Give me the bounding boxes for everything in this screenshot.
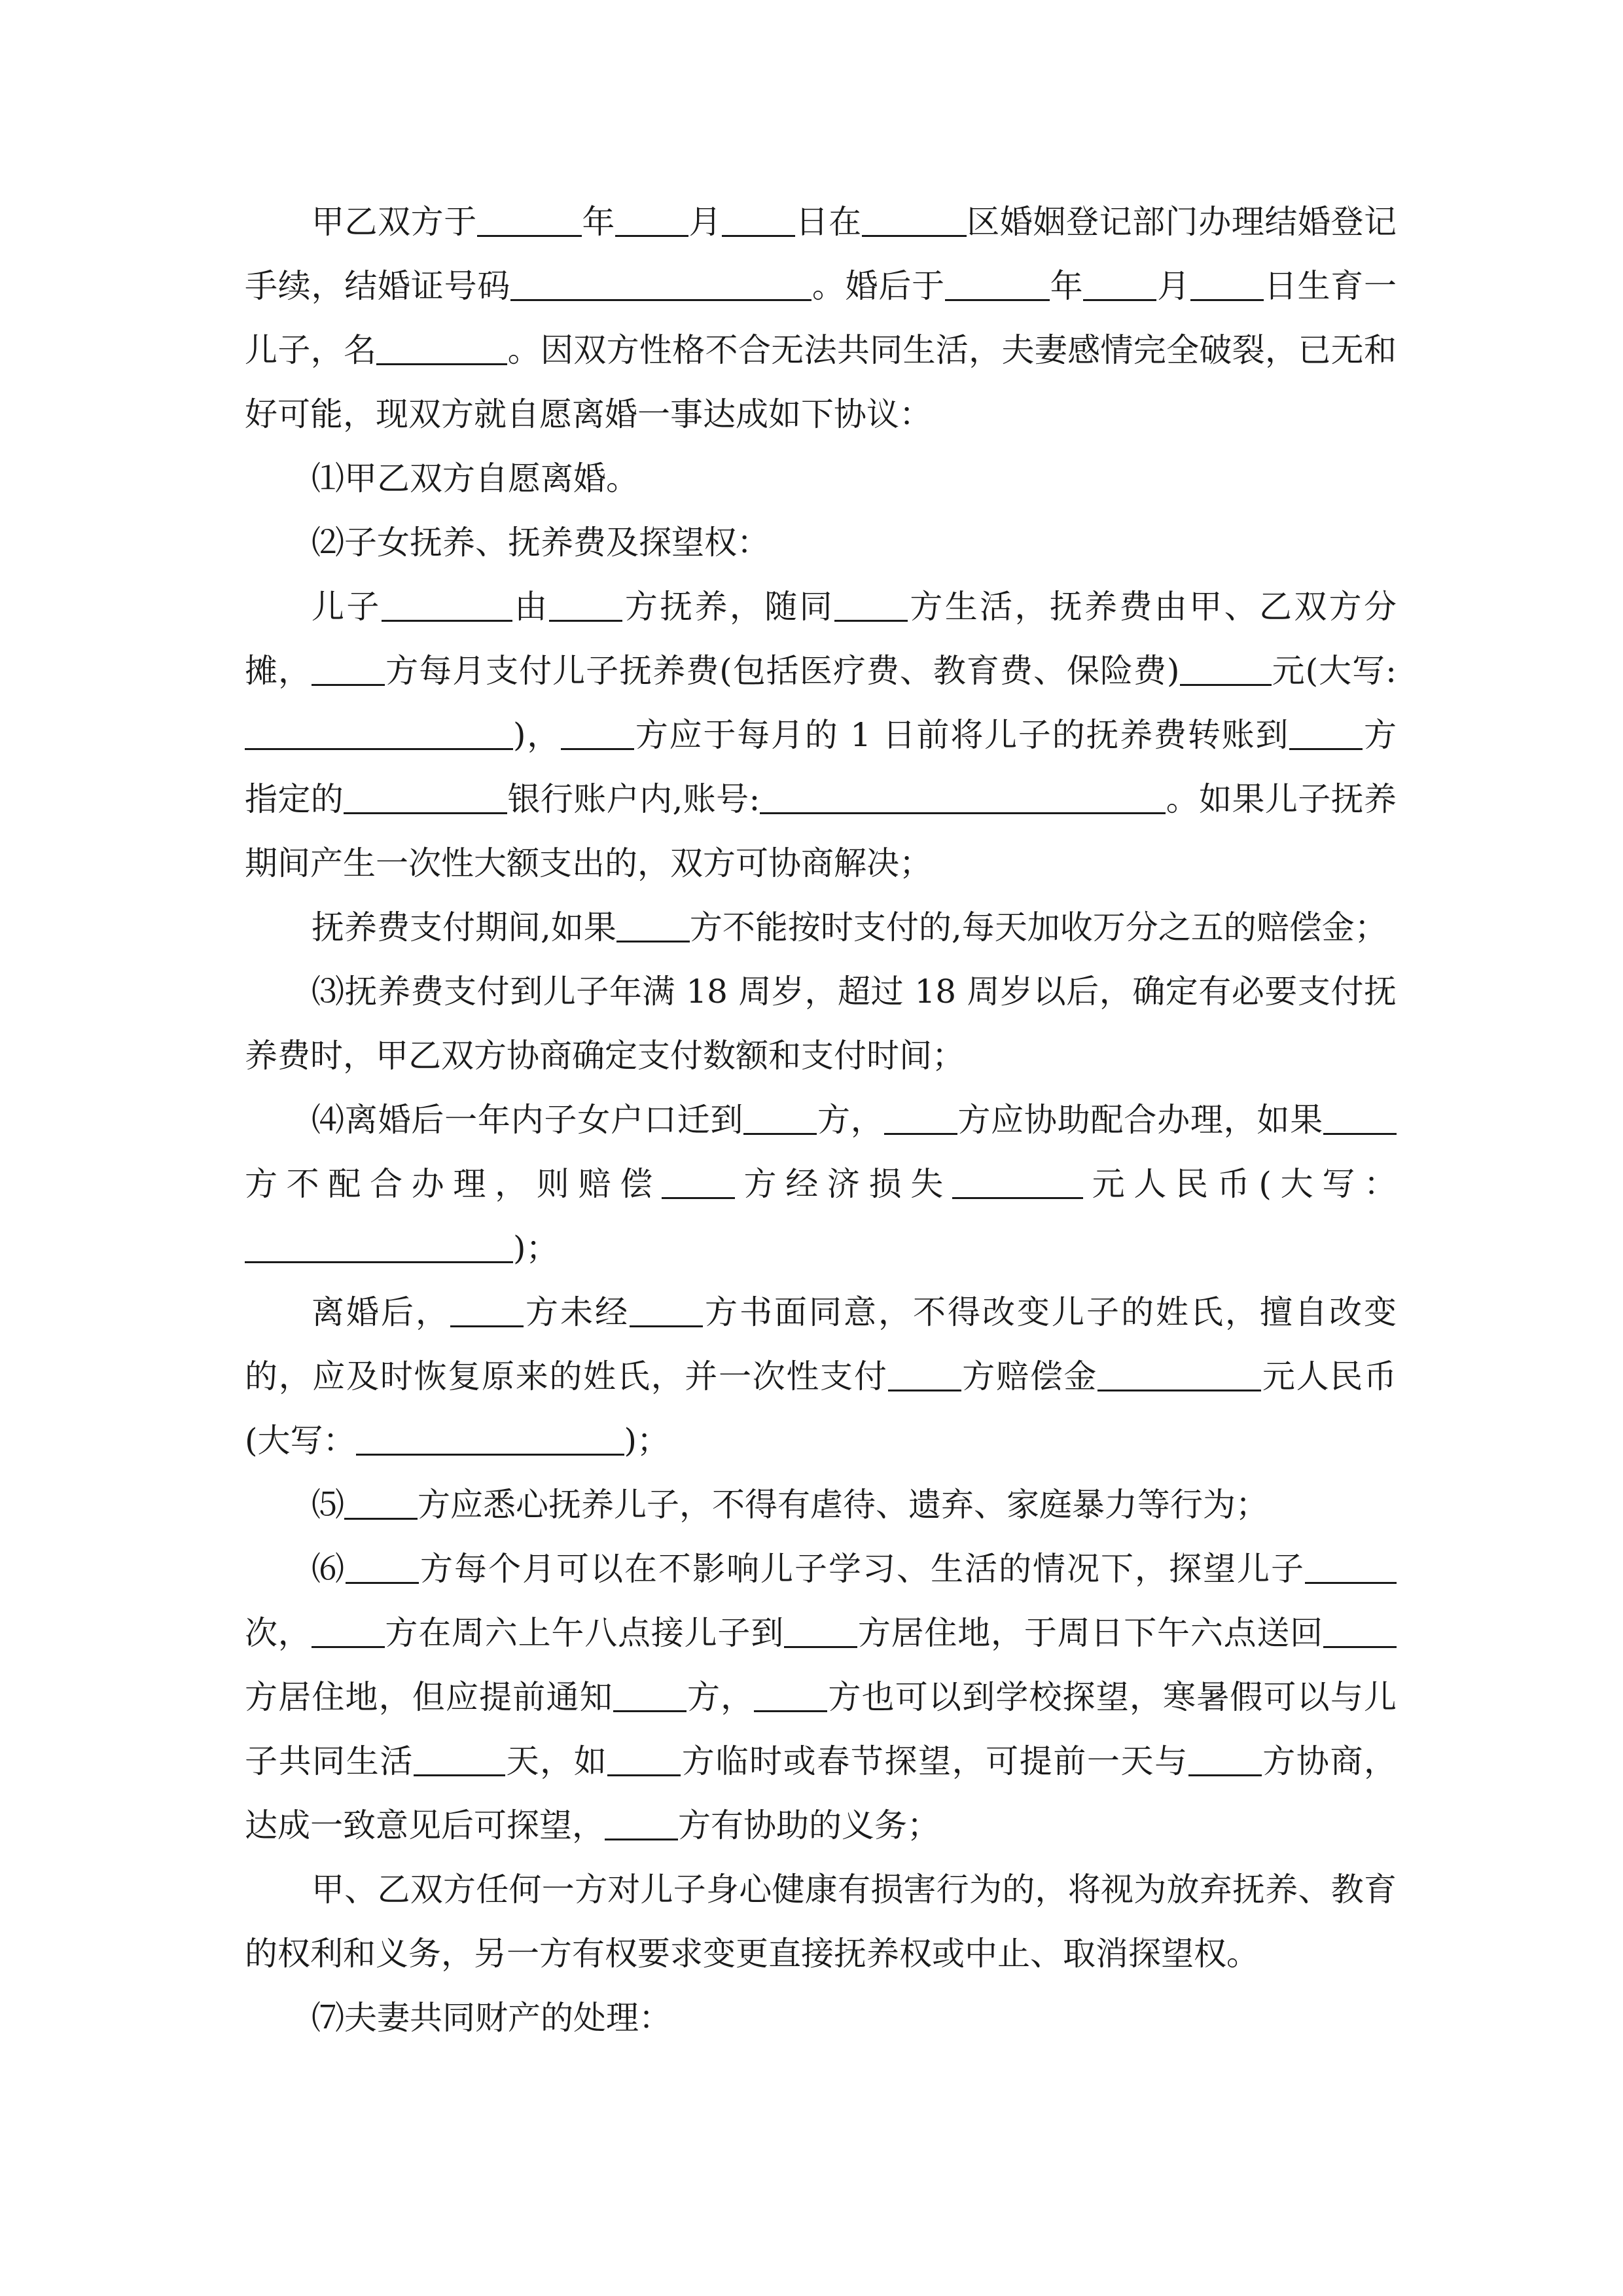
- blank-line: [834, 587, 908, 622]
- blank-line: [376, 331, 507, 365]
- blank-line: [952, 1164, 1083, 1199]
- clause-4-household-registration: [245, 1088, 1397, 1280]
- text: 方赔偿金: [961, 1357, 1098, 1395]
- blank-line: [312, 651, 385, 686]
- text: 方，: [817, 1101, 884, 1139]
- clause-1: ⑴甲乙双方自愿离婚。: [312, 459, 639, 497]
- blank-line: [662, 1164, 735, 1199]
- text: 方书面同意，不得改变儿子的姓氏，擅自改变的，应及时恢复原来的姓氏，并一次性支付: [245, 1293, 1397, 1395]
- text: 方经济损失: [734, 1165, 952, 1203]
- blank-line: [615, 202, 688, 237]
- blank-line: [356, 1421, 624, 1456]
- text: 天，如: [505, 1742, 608, 1780]
- blank-line: [1305, 1549, 1397, 1584]
- text: 儿子: [312, 588, 382, 626]
- blank-line: [382, 587, 512, 622]
- text: 方生活，抚养费由甲、乙双方分摊，: [245, 588, 1397, 690]
- text: ⑷离婚后一年内子女户口迁到: [312, 1101, 744, 1139]
- text: 方应协助配合办理，如果: [957, 1101, 1324, 1139]
- blank-line: [561, 715, 634, 750]
- blank-line: [414, 1742, 505, 1776]
- text: 由: [512, 588, 550, 626]
- clause-3: ⑶抚养费支付到儿子年满 18 周岁，超过 18 周岁以后，确定有必要支付抚养费时，甲乙双方协商确定支付数额和支付时间；: [245, 973, 1397, 1075]
- blank-line: [1180, 651, 1272, 686]
- text: )；: [513, 1229, 559, 1267]
- text: 方居住地，于周日下午六点送回: [857, 1614, 1324, 1652]
- text: 方在周六上午八点接儿子到: [384, 1614, 785, 1652]
- paragraph-forfeiture: 甲、乙双方任何一方对儿子身心健康有损害行为的，将视为放弃抚养、教育的权利和义务，另一方有权要求变更直接抚养权或中止、取消探望权。: [245, 1871, 1397, 1973]
- blank-line: [346, 1549, 419, 1584]
- text: 银行账户内,账号:: [507, 780, 760, 818]
- clause-2-heading: ⑵子女抚养、抚养费及探望权：: [312, 524, 770, 562]
- blank-line: [613, 1677, 687, 1712]
- text: 次，: [245, 1614, 312, 1652]
- text: 元(大写:: [1271, 652, 1397, 690]
- blank-line: [245, 715, 513, 750]
- blank-line: [862, 202, 967, 237]
- text: 方应于每月的 1 日前将儿子的抚养费转账到: [634, 716, 1290, 754]
- text: 抚养费支付期间,如果: [312, 908, 616, 946]
- text: 方应悉心抚养儿子，不得有虐待、遗弃、家庭暴力等行为；: [418, 1486, 1268, 1524]
- text: 离婚后，: [312, 1293, 450, 1331]
- blank-line: [605, 1806, 678, 1840]
- text: 月: [688, 203, 722, 241]
- text: 日在: [795, 203, 862, 241]
- text: 方临时或春节探望，可提前一天与: [681, 1742, 1188, 1780]
- text: 甲乙双方于: [312, 203, 477, 241]
- text: 。婚后于: [812, 267, 945, 305]
- text: 方每月支付儿子抚养费(包括医疗费、教育费、保险费): [385, 652, 1180, 690]
- paragraph-surname: [245, 1280, 1397, 1473]
- text: 方居住地，但应提前通知: [245, 1678, 613, 1716]
- text: 方也可以到学校探望，寒暑假可以与儿子共同生活: [245, 1678, 1397, 1780]
- text: )，: [513, 716, 562, 754]
- text: 方不能按时支付的,每天加收万分之五的赔偿金；: [689, 908, 1387, 946]
- blank-line: [344, 1485, 418, 1520]
- clause-5: [245, 1473, 1397, 1537]
- blank-line: [784, 1613, 857, 1648]
- blank-line: [510, 266, 812, 301]
- blank-line: [884, 1100, 957, 1135]
- blank-line: [888, 1357, 961, 1391]
- text: 方有协助的义务；: [678, 1806, 940, 1844]
- blank-line: [945, 266, 1050, 301]
- blank-line: [245, 1229, 513, 1263]
- blank-line: [1323, 1100, 1397, 1135]
- blank-line: [477, 202, 582, 237]
- text: 日生育一儿子，名: [245, 267, 1397, 369]
- text: 。因双方性格不合无法共同生活，夫妻感情完全破裂，已无和好可能，现双方就自愿离婚一事达成如下协议：: [245, 331, 1397, 433]
- blank-line: [1083, 266, 1156, 301]
- blank-line: [1323, 1613, 1397, 1648]
- blank-line: [549, 587, 622, 622]
- text: 方不配合办理，则赔偿: [245, 1165, 662, 1203]
- text: 元人民币(大写：: [1083, 1165, 1397, 1203]
- blank-line: [616, 908, 690, 942]
- blank-line: [450, 1293, 524, 1327]
- blank-line: [754, 1677, 827, 1712]
- blank-line: [1190, 266, 1264, 301]
- clause-7-heading: ⑺夫妻共同财产的处理：: [312, 1999, 671, 2037]
- blank-line: [630, 1293, 703, 1327]
- blank-line: [1289, 715, 1363, 750]
- text: )；: [624, 1422, 670, 1460]
- text: 月: [1156, 267, 1190, 305]
- text: 。如果儿子抚养期间产生一次性大额支出的，双方可协商解决；: [245, 780, 1397, 882]
- paragraph-late-payment: [245, 895, 1397, 960]
- blank-line: [344, 780, 507, 814]
- text: ⑸: [312, 1486, 344, 1524]
- blank-line: [607, 1742, 681, 1776]
- paragraph-child-custody: [245, 575, 1397, 895]
- blank-line: [1188, 1742, 1262, 1776]
- text: 方指定的: [245, 716, 1397, 818]
- text: 年: [1049, 267, 1084, 305]
- blank-line: [722, 202, 795, 237]
- text: 方，: [686, 1678, 755, 1716]
- text: 区婚姻登记部门办理结婚登记手续，结婚证号码: [245, 203, 1397, 305]
- paragraph-marriage-info: [245, 190, 1397, 446]
- blank-line: [743, 1100, 817, 1135]
- text: 年: [581, 203, 615, 241]
- blank-line: [312, 1613, 385, 1648]
- document-page: [245, 190, 1397, 2050]
- blank-line: [1097, 1357, 1261, 1391]
- text: 元人民币(大写：: [245, 1357, 1397, 1460]
- text: 方协商，达成一致意见后可探望，: [245, 1742, 1397, 1844]
- blank-line: [760, 780, 1166, 814]
- clause-6-visitation: [245, 1537, 1397, 1857]
- text: 方未经: [524, 1293, 630, 1331]
- text: 方每个月可以在不影响儿子学习、生活的情况下，探望儿子: [419, 1550, 1305, 1588]
- text: ⑹: [312, 1550, 346, 1588]
- text: 方抚养，随同: [622, 588, 834, 626]
